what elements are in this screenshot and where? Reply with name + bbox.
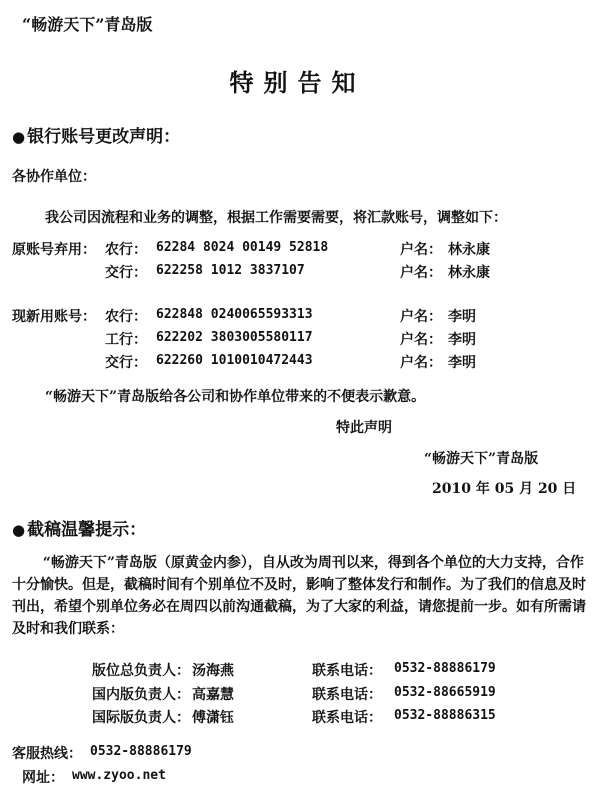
declaration: 特此声明 [336, 420, 392, 436]
reminder-paragraph-text: “畅游天下”青岛版（原黄金内参），自从改为周刊以来，得到各个单位的大力支持，合作十分愉快。但是，截稿时间有个别单位不及时，影响了整体发行和制作。为了我们的信息及时刊出，希望个别单位务必在周四以前沟通截稿，为了大家的利益，请您提前一步。如有所需请及时和我们联系： [12, 555, 586, 637]
account-number: 62284 8024 00149 52818 [156, 240, 329, 255]
new-accounts-label: 现新用账号： [12, 309, 96, 325]
bank-label: 交行： [105, 265, 147, 281]
contact-phone: 0532-88886179 [394, 661, 496, 676]
contact-name: 傅潇钰 [192, 710, 234, 726]
account-holder-label: 户名： [400, 265, 442, 281]
contact-phone-label: 联系电话： [312, 663, 382, 679]
account-holder-label: 户名： [400, 242, 442, 258]
page-title: 特别告知 [229, 68, 366, 97]
intro-text: 我公司因流程和业务的调整，根据工作需要需要，将汇款账号，调整如下： [45, 210, 507, 226]
contact-phone-label: 联系电话： [312, 687, 382, 703]
account-holder-name: 林永康 [448, 242, 490, 258]
contact-name: 汤海燕 [192, 663, 234, 679]
account-holder-label: 户名： [400, 309, 442, 325]
contact-phone: 0532-88886315 [394, 708, 496, 723]
bullet-icon: ● [12, 128, 26, 146]
contact-role: 国际版负责人： [92, 710, 190, 726]
account-holder-label: 户名： [400, 355, 442, 371]
signature: “畅游天下”青岛版 [424, 451, 539, 467]
bank-label: 农行： [105, 242, 147, 258]
bank-label: 交行： [105, 355, 147, 371]
account-holder-name: 李明 [448, 355, 476, 371]
hotline-label: 客服热线： [12, 746, 82, 762]
contact-phone: 0532-88665919 [394, 685, 496, 700]
section-heading-text: 截稿温馨提示： [27, 520, 147, 540]
account-number: 622258 1012 3837107 [156, 263, 305, 278]
section-heading-bank-change [12, 122, 180, 147]
contact-phone-label: 联系电话： [312, 710, 382, 726]
website-url[interactable]: www.zyoo.net [72, 768, 166, 783]
account-holder-name: 李明 [448, 309, 476, 325]
old-accounts-label: 原账号弃用： [12, 242, 96, 258]
website-label: 网址： [22, 770, 64, 786]
contact-role: 版位总负责人： [92, 663, 190, 679]
reminder-paragraph [12, 552, 588, 640]
section-heading-deadline-reminder [12, 515, 146, 540]
notice-date: 2010 年 05 月 20 日 [432, 481, 577, 497]
salutation: 各协作单位： [12, 169, 96, 185]
account-number: 622848 0240065593313 [156, 307, 313, 322]
account-number: 622260 1010010472443 [156, 353, 313, 368]
bank-label: 农行： [105, 309, 147, 325]
account-number: 622202 3803005580117 [156, 330, 313, 345]
bullet-icon: ● [12, 521, 26, 539]
account-holder-name: 林永康 [448, 265, 490, 281]
bank-label: 工行： [105, 332, 147, 348]
hotline-number: 0532-88886179 [90, 744, 192, 759]
apology-text: “畅游天下”青岛版给各公司和协作单位带来的不便表示歉意。 [45, 389, 426, 405]
account-holder-name: 李明 [448, 332, 476, 348]
publication-header: “畅游天下”青岛版 [22, 15, 153, 34]
contact-role: 国内版负责人： [92, 687, 190, 703]
contact-name: 高嘉慧 [192, 687, 234, 703]
account-holder-label: 户名： [400, 332, 442, 348]
section-heading-text: 银行账号更改声明： [27, 127, 181, 147]
